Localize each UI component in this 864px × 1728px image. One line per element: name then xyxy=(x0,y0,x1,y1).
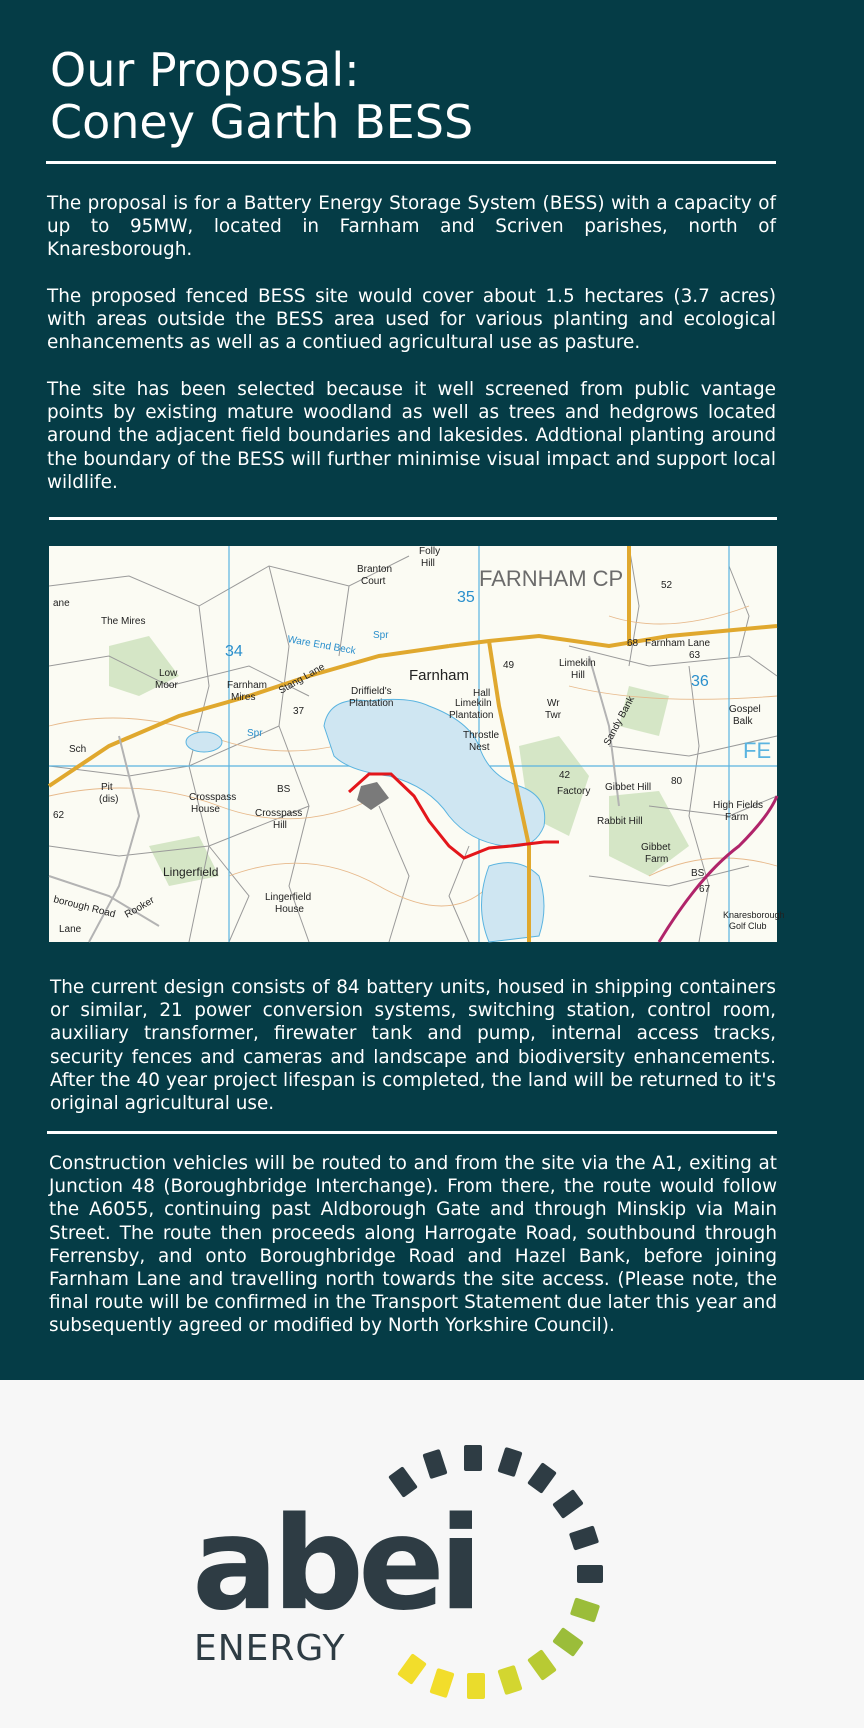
title-line-2: Coney Garth BESS xyxy=(50,95,474,149)
title-line-1: Our Proposal: xyxy=(50,43,360,97)
logo-subtitle: ENERGY xyxy=(194,1628,346,1669)
label-branton-1: Branton xyxy=(357,564,393,575)
label-limekiln-hill-1: Limekiln xyxy=(559,658,596,669)
label-num-80: 80 xyxy=(671,776,683,787)
label-throstle-1: Throstle xyxy=(463,730,500,741)
label-throstle-2: Nest xyxy=(469,742,490,753)
label-gibbet-farm-2: Farm xyxy=(645,854,669,865)
label-grid-34: 34 xyxy=(225,643,243,660)
label-gospel-1: Gospel xyxy=(729,704,761,715)
divider-middle xyxy=(49,517,777,520)
label-fe: FE xyxy=(743,738,772,763)
label-gospel-2: Balk xyxy=(733,716,753,727)
label-low-moor-2: Moor xyxy=(155,680,178,691)
label-farnham-mires-2: Mires xyxy=(231,692,256,703)
label-spr: Spr xyxy=(247,728,263,739)
label-low-moor-1: Low xyxy=(159,668,178,679)
label-bs-2: BS xyxy=(691,868,705,879)
label-high-fields-2: Farm xyxy=(725,812,749,823)
label-farnham: Farnham xyxy=(409,667,470,684)
label-driffields-2: Plantation xyxy=(349,698,394,709)
label-num-63: 63 xyxy=(689,650,701,661)
label-knaresborough-1: Knaresborough xyxy=(723,910,785,920)
label-twr: Twr xyxy=(545,710,562,721)
label-crosspass-hill-1: Crosspass xyxy=(255,808,303,819)
label-num-62: 62 xyxy=(53,810,65,821)
logo-wordmark: abei xyxy=(192,1490,477,1639)
label-num-67: 67 xyxy=(699,884,711,895)
label-farnham-mires-1: Farnham xyxy=(227,680,268,691)
label-limekiln-hill-2: Hill xyxy=(571,670,585,681)
label-bs-1: BS xyxy=(277,784,291,795)
label-rabbit-hill: Rabbit Hill xyxy=(597,816,643,827)
abei-energy-logo xyxy=(190,1400,690,1700)
label-num-42: 42 xyxy=(559,770,571,781)
logo-graphic xyxy=(190,1400,690,1700)
label-driffields-1: Driffield's xyxy=(351,686,392,697)
label-gibbet-hill: Gibbet Hill xyxy=(605,782,652,793)
design-paragraph: The current design consists of 84 battery units, housed in shipping containers or similar, 21 power conversion systems, switching station, control room, auxiliary transformer, firewater tank and pump, internal access tracks, security fences and cameras and landscape and biodiversity enhancements. After the 40 year project lifespan is completed, the land will be returned to it's original agricultural use. xyxy=(50,977,776,1115)
label-spr-2: Spr xyxy=(373,630,389,641)
label-knaresborough-2: Golf Club xyxy=(729,921,767,931)
label-pit-2: (dis) xyxy=(99,794,119,805)
label-grid-36: 36 xyxy=(691,673,709,690)
intro-paragraph: The proposal is for a Battery Energy Storage System (BESS) with a capacity of up to 95MW, located in Farnham and Scriven parishes, north of Knaresborough. xyxy=(47,193,776,261)
label-grid-35: 35 xyxy=(457,589,475,606)
label-folly-2: Hill xyxy=(421,558,435,569)
label-crosspass-house-1: Crosspass xyxy=(189,792,237,803)
label-hall: Hall xyxy=(473,688,491,699)
label-farnham-lane: Farnham Lane xyxy=(645,638,711,649)
label-lingerfield: Lingerfield xyxy=(163,865,219,879)
label-branton-2: Court xyxy=(361,576,386,587)
label-high-fields-1: High Fields xyxy=(713,800,764,811)
label-lingerfield-house-2: House xyxy=(275,904,304,915)
label-farnham-cp: FARNHAM CP xyxy=(479,566,624,591)
label-sch: Sch xyxy=(69,744,87,755)
label-boroughbridge-road: borough Road xyxy=(52,894,117,921)
label-gibbet-farm-1: Gibbet xyxy=(641,842,671,853)
label-lingerfield-house-1: Lingerfield xyxy=(265,892,312,903)
label-crosspass-hill-2: Hill xyxy=(273,820,287,831)
label-rooker: Rooker xyxy=(123,894,157,921)
divider-bottom xyxy=(47,1131,777,1134)
label-the-mires: The Mires xyxy=(101,616,146,627)
label-crosspass-house-2: House xyxy=(191,804,220,815)
label-limekiln-plantation-1: Limekiln xyxy=(455,698,492,709)
label-stang-lane: Stang Lane xyxy=(277,661,327,697)
label-lane: Lane xyxy=(59,924,82,935)
label-sandy-bank: Sandy Bank xyxy=(601,694,637,748)
divider-top xyxy=(46,161,776,164)
label-pit-1: Pit xyxy=(101,782,113,793)
label-ware-end-beck: Ware End Beck xyxy=(286,634,357,657)
site-location-map xyxy=(49,546,785,942)
label-num-37: 37 xyxy=(293,706,305,717)
label-num-68: 68 xyxy=(627,638,639,649)
site-area-paragraph: The proposed fenced BESS site would cover about 1.5 hectares (3.7 acres) with areas outside the BESS area used for various planting and ecological enhancements as well as a contiued agricultural use as pasture. xyxy=(47,286,776,354)
page-title xyxy=(50,44,473,148)
label-wr: Wr xyxy=(547,698,560,709)
label-limekiln-plantation-2: Plantation xyxy=(449,710,494,721)
site-selection-paragraph: The site has been selected because it well screened from public vantage points by existing mature woodland as well as trees and hedgrows located around the adjacent field boundaries and lakesides. Addtional planting around the boundary of the BESS will further minimise visual impact and support local wildlife. xyxy=(47,379,776,493)
label-num-52: 52 xyxy=(661,580,673,591)
label-factory: Factory xyxy=(557,786,591,797)
map-graphic xyxy=(49,546,785,942)
construction-route-paragraph: Construction vehicles will be routed to and from the site via the A1, exiting at Junction 48 (Boroughbridge Interchange). From there, the route would follow the A6055, continuing past Aldborough Gate and through Minskip via Main Street. The route then proceeds along Harrogate Road, southbound through Ferrensby, and onto Boroughbridge Road and Hazel Bank, before joining Farnham Lane and travelling north towards the site access. (Please note, the final route will be confirmed in the Transport Statement due later this year and subsequently agreed or modified by North Yorkshire Council). xyxy=(49,1153,777,1337)
label-folly-1: Folly xyxy=(419,546,441,557)
label-num-49: 49 xyxy=(503,660,515,671)
label-ane: ane xyxy=(53,598,70,609)
